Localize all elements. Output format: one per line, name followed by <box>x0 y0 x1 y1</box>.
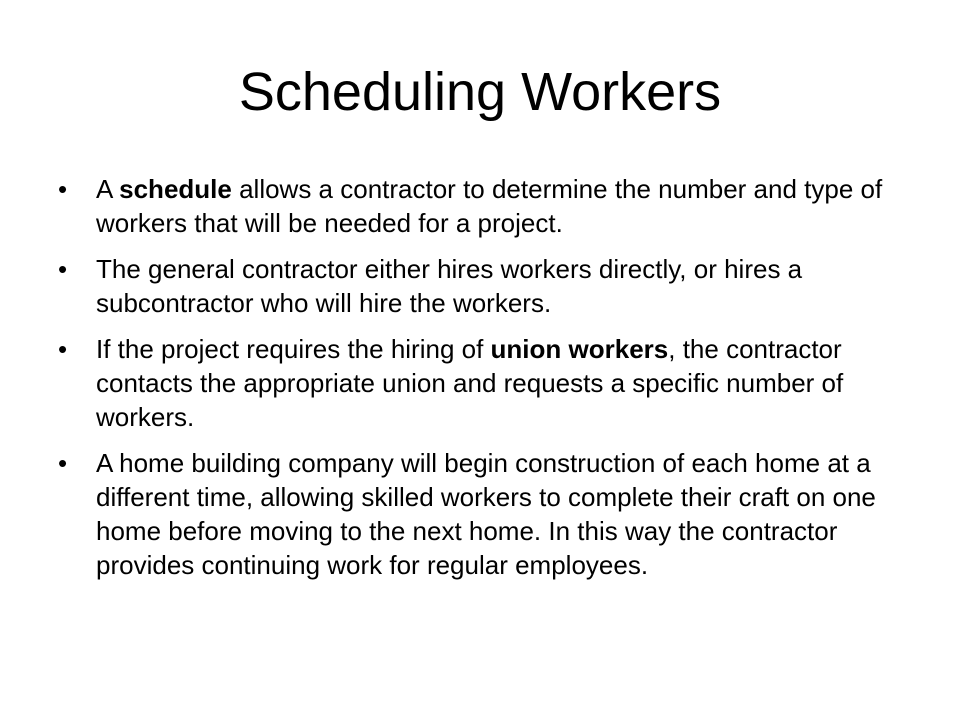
bullet-text: The general contractor either hires workers directly, or hires a subcontractor who will hire the workers. <box>96 254 803 318</box>
bullet-text-after: , the contractor contacts the appropriate union and requests a specific number of workers. <box>96 334 844 432</box>
bullet-dot-icon: • <box>58 448 68 478</box>
bullet-bold-term: schedule <box>119 174 232 204</box>
bullet-item-schedule <box>58 172 918 240</box>
bullet-text-before: If the project requires the hiring of <box>96 334 491 364</box>
bullet-text: A home building company will begin construction of each home at a different time, allowing skilled workers to complete their craft on one home before moving to the next home. In this way the contractor provides continuing work for regular employees. <box>96 448 876 580</box>
bullet-dot-icon: • <box>58 334 68 364</box>
bullet-text-before: A <box>96 174 120 204</box>
bullet-list <box>58 172 918 594</box>
bullet-text-after: allows a contractor to determine the number and type of workers that will be needed for a project. <box>96 174 883 238</box>
bullet-bold-term: union workers <box>490 334 669 364</box>
bullet-item-union-workers <box>58 332 918 434</box>
bullet-dot-icon: • <box>58 174 68 204</box>
bullet-item-home-building <box>58 446 918 582</box>
bullet-dot-icon: • <box>58 254 68 284</box>
bullet-item-general-contractor <box>58 252 918 320</box>
slide-title: Scheduling Workers <box>238 62 722 122</box>
